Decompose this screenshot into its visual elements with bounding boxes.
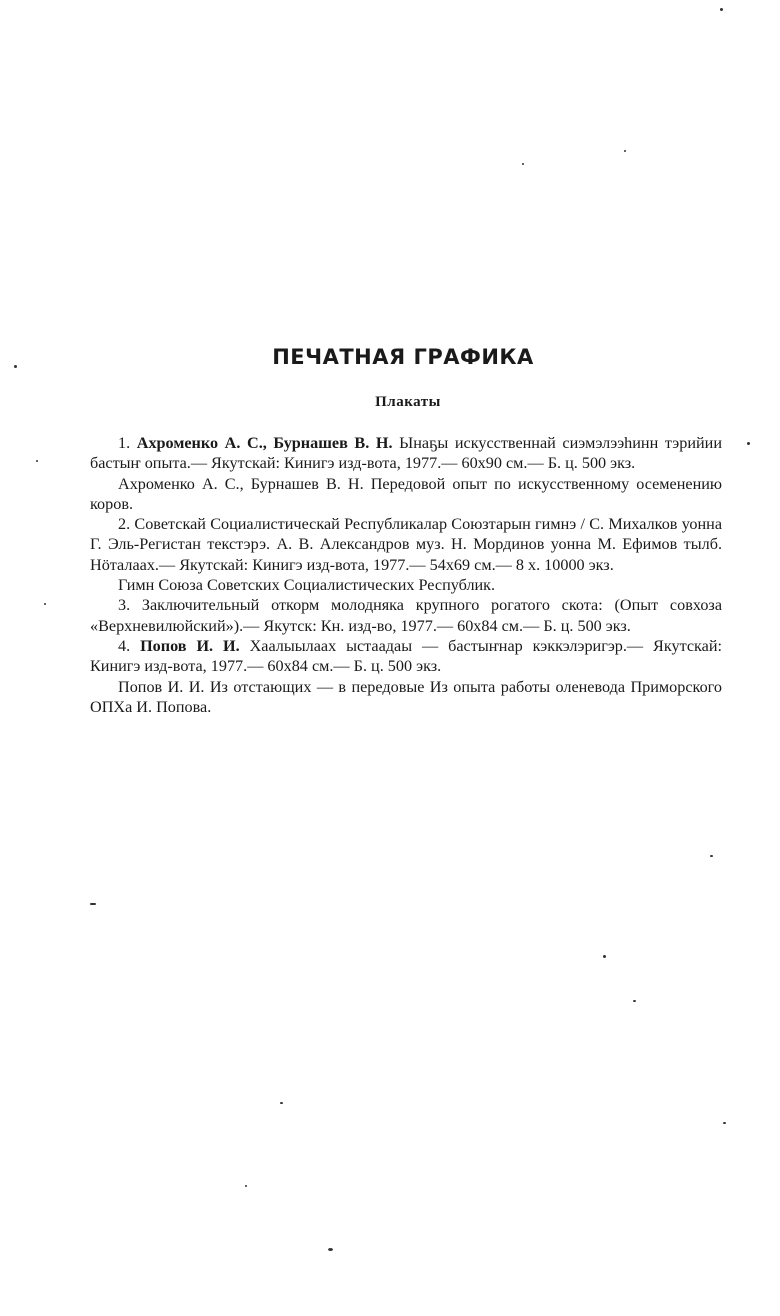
scan-speck — [44, 603, 46, 605]
scan-speck — [633, 1000, 636, 1002]
entry-text: Советскай Социалистическай Республикалар Союзтарын гимнэ / С. Михалков уонна Г. Эль-Регистан текстэрэ. А. В. Александров муз. Н. Мординов уонна М. Ефимов тылб. Нöталаах.— Якутскай: Кинигэ изд-вота, 1977.— 54x69 см.— 8 х. 10000 экз. — [90, 515, 722, 574]
scan-speck — [14, 365, 17, 368]
entry-text: Ынаҕы искусственнай сиэмэлээһинн тэрийии бастыҥ опыта.— Якутскай: Кинигэ изд-вота, 1977.— 60x90 см.— Б. ц. 500 экз. — [90, 434, 722, 473]
entry-4 — [90, 636, 722, 677]
entry-text: Ахроменко А. С., Бурнашев В. Н. Передовой опыт по искусственному осеменению коров. — [90, 474, 722, 513]
scan-speck — [720, 8, 723, 11]
entry-text: Попов И. И. Из отстающих — в передовые Из опыта работы оленевода Приморского ОПХа И. Попова. — [90, 677, 722, 716]
entry-text: Хаалыылаах ыстаадаы — бастыҥнар кэккэлэригэр.— Якутскай: Кинигэ изд-вота, 1977.— 60x84 см.— Б. ц. 500 экз. — [90, 636, 722, 676]
scan-speck — [328, 1248, 333, 1251]
section-title: ПЕЧАТНАЯ ГРАФИКА — [272, 345, 534, 369]
scan-speck — [710, 855, 713, 857]
entry-authors: Ахроменко А. С., Бурнашев В. Н. — [136, 434, 393, 452]
entry-2-translation — [90, 575, 722, 595]
scan-speck — [624, 150, 626, 152]
entry-3 — [90, 595, 722, 636]
entry-authors: Попов И. И. — [140, 636, 240, 655]
entry-1 — [90, 433, 722, 474]
scan-speck — [90, 903, 96, 905]
entry-1-translation — [90, 474, 722, 515]
section-subtitle: Плакаты — [375, 394, 441, 410]
entry-number: 3. — [118, 596, 131, 615]
entry-4-translation — [90, 677, 722, 718]
scan-speck — [280, 1102, 283, 1104]
scan-speck — [245, 1185, 247, 1187]
entry-number: 2. — [118, 515, 131, 534]
entries-list — [90, 433, 722, 717]
scan-speck — [522, 163, 524, 165]
entry-text: Заключительный откорм молодняка крупного рогатого скота: (Опыт совхоза «Верхневилюйский»).— Якутск: Кн. изд-во, 1977.— 60x84 см.— Б. ц. 500 экз. — [90, 596, 723, 635]
scan-speck — [747, 442, 750, 445]
entry-number: 1. — [118, 434, 131, 452]
entry-number: 4. — [118, 636, 131, 655]
scan-speck — [603, 955, 606, 958]
entry-text: Гимн Союза Советских Социалистических Республик. — [118, 576, 496, 595]
entry-2 — [90, 514, 722, 575]
scan-speck — [723, 1122, 726, 1124]
scan-speck — [36, 460, 38, 462]
